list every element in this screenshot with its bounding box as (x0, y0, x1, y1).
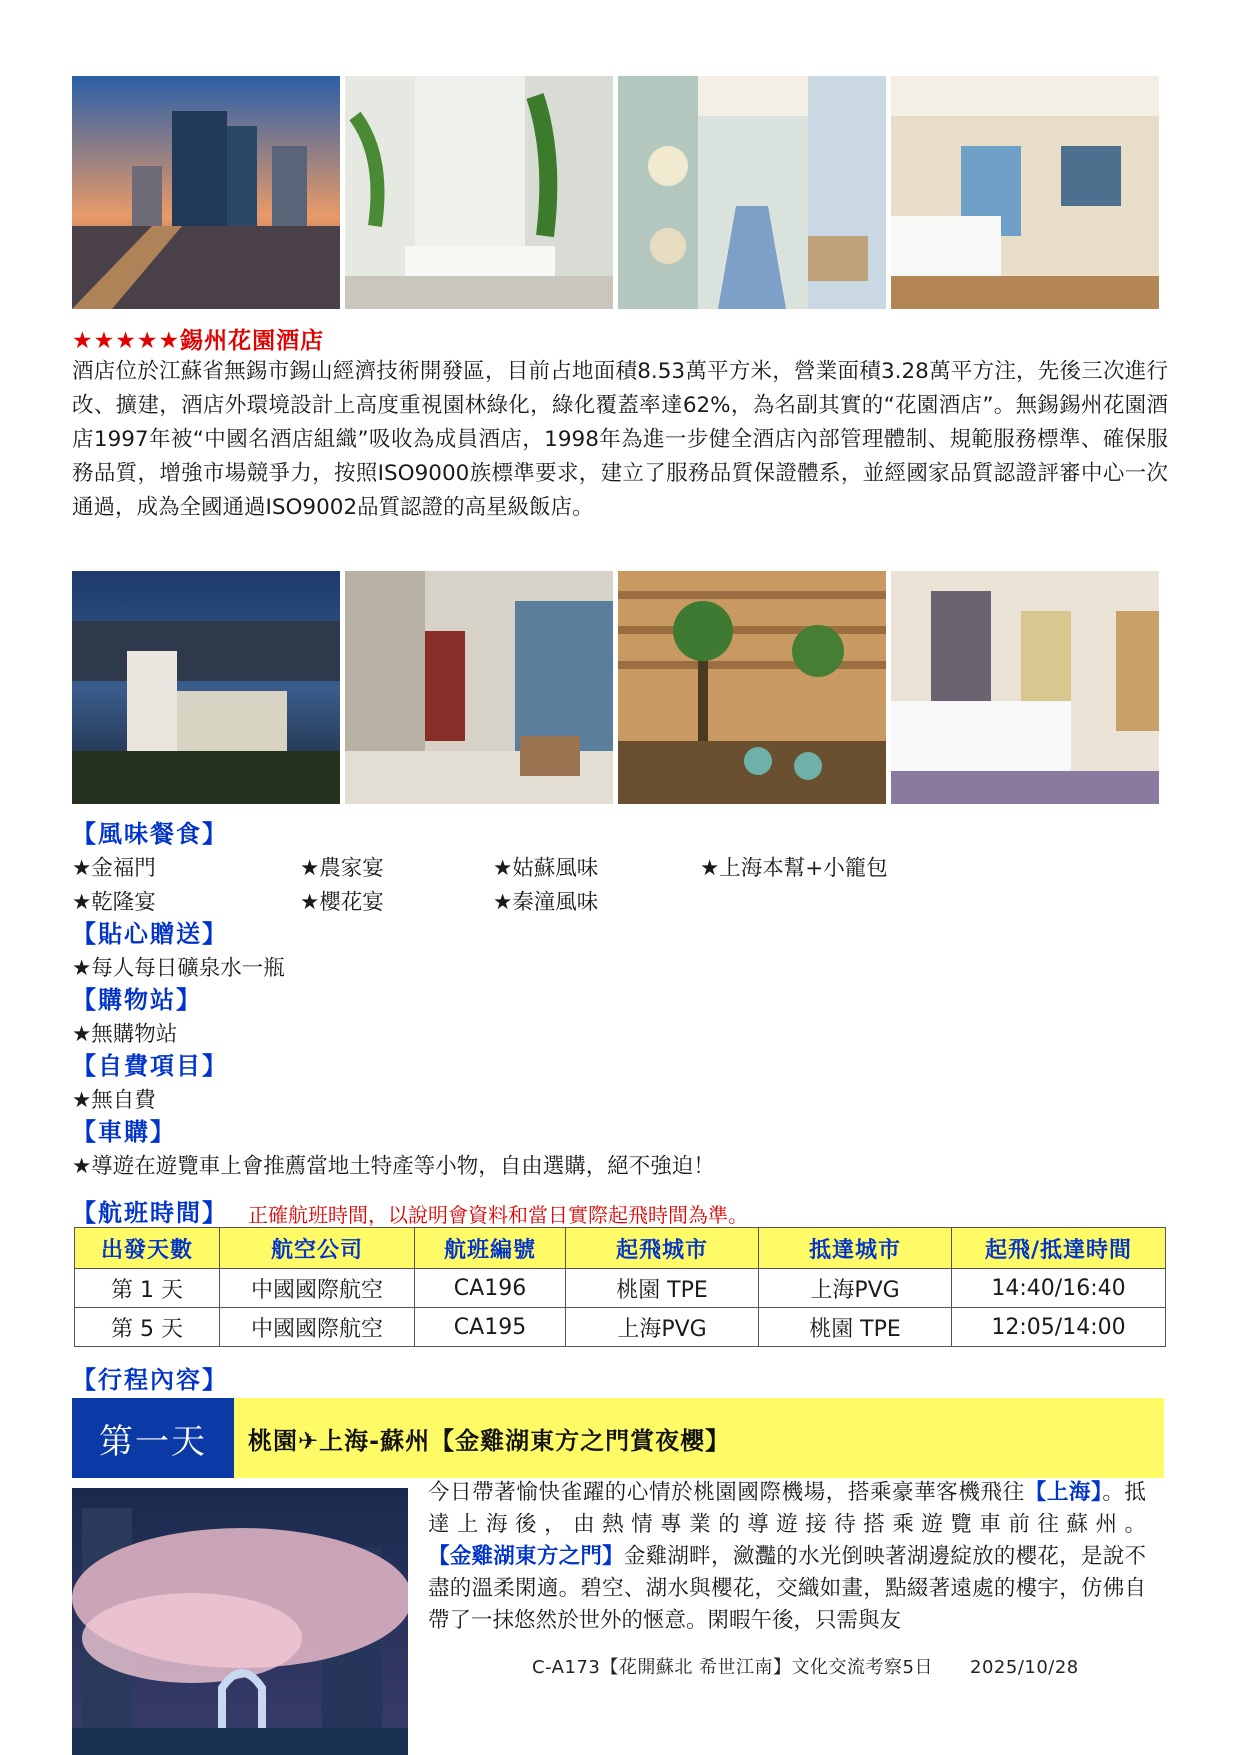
food-item: ★上海本幫+小籠包 (700, 856, 888, 881)
table-cell: 14:40/16:40 (952, 1269, 1166, 1308)
food-item: ★櫻花宴 (300, 890, 384, 915)
table-cell: 桃園 TPE (566, 1269, 759, 1308)
food-item: ★乾隆宴 (72, 890, 156, 915)
day-text-part: 金雞湖畔，瀲灩的水光倒映著湖邊綻放的櫻花，是說不盡的溫柔閑適。碧空、湖水與櫻花，交織如畫，點綴著遠處的樓宇，仿佛自帶了一抹悠然於世外的愜意。閑暇午後，只需與友 (428, 1544, 1146, 1633)
hotel-name: 錫州花園酒店 (180, 328, 325, 354)
flight-table (74, 1227, 1166, 1347)
table-row (75, 1269, 1166, 1308)
table-cell: 12:05/14:00 (952, 1308, 1166, 1347)
shopping-section-title: 【購物站】 (72, 986, 202, 1014)
day-route-bar (234, 1398, 1164, 1478)
table-cell: 第 5 天 (75, 1308, 220, 1347)
gift-item: ★每人每日礦泉水一瓶 (72, 956, 285, 981)
col-header: 起飛/抵達時間 (952, 1228, 1166, 1269)
day-text-highlight: 【金雞湖東方之門】 (428, 1544, 624, 1569)
hotel-lounge-photo (345, 76, 613, 309)
hotel-description: 酒店位於江蘇省無錫市錫山經濟技術開發區，目前占地面積8.53萬平方米，營業面積3.28萬平方注，先後三次進行改、擴建，酒店外環境設計上高度重視園林綠化，綠化覆蓋率達62%，為名副其實的“花園酒店”。無錫錫州花園酒店1997年被“中國名酒店組織”吸收為成員酒店，1998年為進一步健全酒店內部管理體制、規範服務標準、確保服務品質，增強市場競爭力，按照ISO9000族標準要求，建立了服務品質保證體系，並經國家品質認證評審中心一次通過，成為全國通過ISO9002品質認證的高星級飯店。 (72, 359, 1168, 520)
bus-item: ★導遊在遊覽車上會推薦當地土特產等小物，自由選購，絕不強迫！ (72, 1154, 715, 1179)
day-text-part: 今日帶著愉快雀躍的心情於桃園國際機場，搭乘豪華客機飛往 (428, 1480, 1025, 1505)
col-header: 航空公司 (220, 1228, 415, 1269)
hotel-guest-room-photo (891, 571, 1159, 804)
gift-section-title: 【貼心贈送】 (72, 920, 228, 948)
table-cell: CA196 (415, 1269, 566, 1308)
table-cell: 中國國際航空 (220, 1269, 415, 1308)
hotel-atrium-photo (618, 571, 886, 804)
flight-section-title: 【航班時間】 (72, 1199, 228, 1227)
col-header: 抵達城市 (759, 1228, 952, 1269)
hotel-exterior-photo (72, 76, 340, 309)
table-row (75, 1308, 1166, 1347)
itinerary-section-title: 【行程內容】 (72, 1366, 228, 1394)
day-label: 第一天 (72, 1398, 234, 1478)
food-item: ★姑蘇風味 (493, 856, 599, 881)
table-cell: CA195 (415, 1308, 566, 1347)
food-item: ★農家宴 (300, 856, 384, 881)
table-cell: 第 1 天 (75, 1269, 220, 1308)
food-item: ★秦潼風味 (493, 890, 599, 915)
hotel-title (72, 322, 324, 355)
day-text-highlight: 【上海】 (1024, 1480, 1103, 1505)
star-rating: ★★★★★ (72, 328, 181, 354)
col-header: 起飛城市 (566, 1228, 759, 1269)
day-route: 桃園✈上海-蘇州【金雞湖東方之門賞夜櫻】 (248, 1426, 731, 1455)
table-cell: 中國國際航空 (220, 1308, 415, 1347)
food-item: ★金福門 (72, 856, 156, 881)
flight-note: 正確航班時間，以說明會資料和當日實際起飛時間為準。 (248, 1203, 748, 1227)
table-cell: 上海PVG (566, 1308, 759, 1347)
hotel-lobby-photo (345, 571, 613, 804)
shopping-item: ★無購物站 (72, 1022, 178, 1047)
hotel-twin-room-photo (891, 76, 1159, 309)
flight-table-header (75, 1228, 1166, 1269)
optional-section-title: 【自費項目】 (72, 1052, 228, 1080)
food-section-title: 【風味餐食】 (72, 820, 228, 848)
cherry-blossom-night-photo (72, 1488, 408, 1755)
hotel-restaurant-photo (618, 76, 886, 309)
col-header: 出發天數 (75, 1228, 220, 1269)
hotel-night-aerial-photo (72, 571, 340, 804)
table-cell: 上海PVG (759, 1269, 952, 1308)
optional-item: ★無自費 (72, 1088, 156, 1113)
day-text-part: 。抵達上海後，由熱情專業的導遊接待搭乘遊覽車前往蘇州。 (428, 1480, 1146, 1537)
bus-section-title: 【車購】 (72, 1118, 176, 1146)
page-footer: C-A173【花開蘇北 希世江南】文化交流考察5日 2025/10/28 (532, 1657, 1079, 1678)
table-cell: 桃園 TPE (759, 1308, 952, 1347)
col-header: 航班編號 (415, 1228, 566, 1269)
day-description (428, 1477, 1146, 1637)
